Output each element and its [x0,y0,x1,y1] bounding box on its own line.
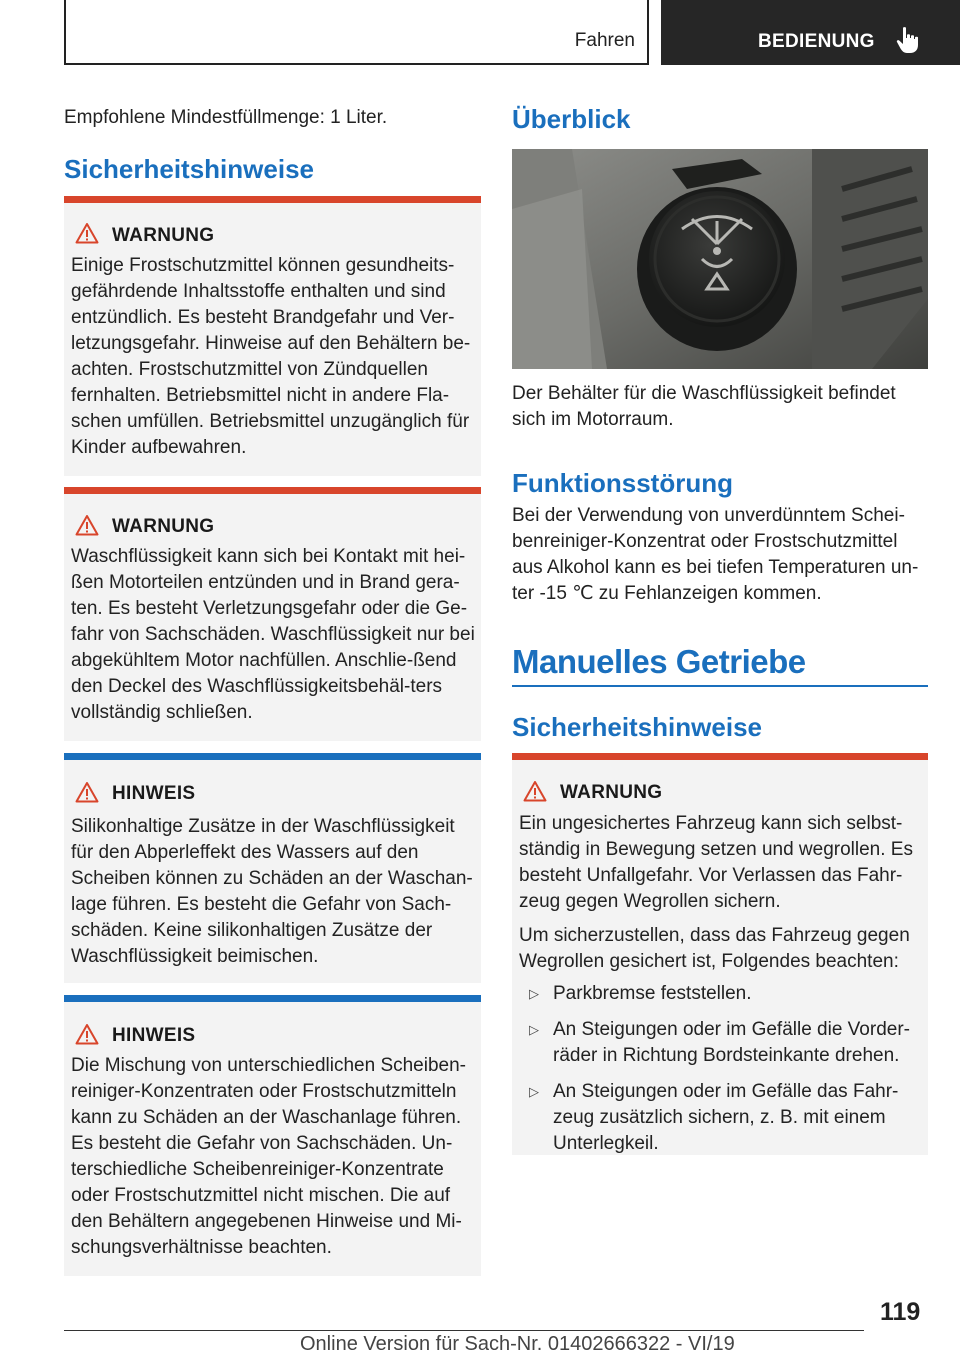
warning-notice [64,196,481,476]
warning-triangle-icon [75,1023,99,1045]
list-item [519,981,922,1007]
online-version-text: Online Version für Sach-Nr. 01402666322 - VI/19 [300,1333,735,1355]
list-item-text: An Steigungen oder im Gefälle das Fahr-zeug zusätzlich sichern, z. B. mit einem Unterlegkeil. [553,1081,899,1154]
warning-triangle-icon [523,780,547,802]
notice-text: Um sicherzustellen, dass das Fahrzeug gegen Wegrollen gesichert ist, Folgendes beachten: [519,925,910,972]
footer-rule [64,1330,864,1331]
header-chapter-tab [661,0,960,65]
list-item-text: An Steigungen oder im Gefälle die Vorder-räder in Richtung Bordsteinkante drehen. [553,1019,910,1066]
notice-bar [64,487,481,494]
washer-fluid-reservoir-photo [512,149,928,369]
header-section-box [64,0,649,65]
notice-title: WARNUNG [112,516,215,537]
list-item [519,1017,922,1069]
notice-text: Einige Frostschutzmittel können gesundheits-gefährdende Inhaltsstoffe enthalten und sind entzündlich. Es besteht Brandgefahr und Ver-letzungsgefahr. Hinweise auf den Behältern be-achten. Frostschutzmittel von Zündquellen fernhalten. Betriebsmittel nicht in andere Fla-schen umfüllen. Betriebsmittel unzugänglich für Kinder aufbewahren. [71,255,471,458]
page-number: 119 [880,1298,921,1326]
warning-triangle-icon [75,222,99,244]
notice-text: Ein ungesichertes Fahrzeug kann sich selbst-ständig in Bewegung setzen und wegrollen. Es besteht Unfallgefahr. Vor Verlassen das Fahr-zeug gegen Wegrollen sichern. [519,813,913,912]
notice-bar [64,196,481,203]
warning-triangle-icon [75,514,99,536]
triangle-bullet-icon: ▷ [529,1084,539,1099]
intro-text: Empfohlene Mindestfüllmenge: 1 Liter. [64,107,388,128]
malfunction-text: Bei der Verwendung von unverdünntem Schei-benreiniger-Konzentrat oder Frostschutzmittel aus Alkohol kann es bei tiefen Temperaturen un-ter -15 ℃ zu Fehlanzeigen kommen. [512,505,919,604]
section-heading: Sicherheitshinweise [64,154,314,184]
warning-notice [64,487,481,741]
caution-notice [64,753,481,983]
chapter-rule [512,685,928,687]
notice-text: Waschflüssigkeit kann sich bei Kontakt mit hei-ßen Motorteilen entzünden und in Brand gera-ten. Es besteht Verletzungsgefahr oder die Ge-fahr von Sachschäden. Waschflüssigkeit nur bei abgekühltem Motor nachfüllen. Anschlie-ßend den Deckel des Waschflüssigkeitsbehäl-ters vollständig schließen. [71,546,475,723]
overview-heading: Überblick [512,104,631,134]
notice-text: Die Mischung von unterschiedlichen Scheiben-reiniger-Konzentraten oder Frostschutzmitteln kann zu Schäden an der Waschanlage führen. Es besteht die Gefahr von Sachschäden. Un-terschiedliche Scheibenreiniger-Konzentrate oder Frostschutzmittel nicht mischen. Die auf den Behältern angegebenen Hinweise und Mi-schungsverhältnisse beachten. [71,1055,467,1258]
notice-bar [64,995,481,1002]
triangle-bullet-icon: ▷ [529,1022,539,1037]
triangle-bullet-icon: ▷ [529,986,539,1001]
notice-title: HINWEIS [112,783,196,804]
hand-pointer-icon [895,26,921,54]
warning-triangle-icon [75,781,99,803]
list-item [519,1079,922,1157]
header-section-label: Fahren [574,30,635,51]
notice-bar [512,753,928,760]
page-header [0,0,960,66]
reservoir-cap-illustration [512,149,928,369]
notice-title: WARNUNG [560,782,663,803]
safety-heading: Sicherheitshinweise [512,712,762,742]
notice-text: Silikonhaltige Zusätze in der Waschflüssigkeit für den Abperleffekt des Wassers auf den Scheiben können zu Schäden an der Waschan-lage führen. Es besteht die Gefahr von Sach-schäden. Keine silikonhaltigen Zusätze der Waschflüssigkeit beimischen. [71,816,473,967]
chapter-heading: Manuelles Getriebe [512,643,806,680]
warning-notice [512,753,928,1155]
step-list [519,981,922,1157]
notice-title: WARNUNG [112,225,215,246]
malfunction-heading: Funktionsstörung [512,468,733,498]
notice-body [519,811,922,1167]
header-chapter-label: BEDIENUNG [758,31,875,52]
photo-caption: Der Behälter für die Waschflüssigkeit befindet sich im Motorraum. [512,383,896,430]
list-item-text: Parkbremse feststellen. [553,983,752,1004]
caution-notice [64,995,481,1276]
notice-title: HINWEIS [112,1025,196,1046]
notice-bar [64,753,481,760]
